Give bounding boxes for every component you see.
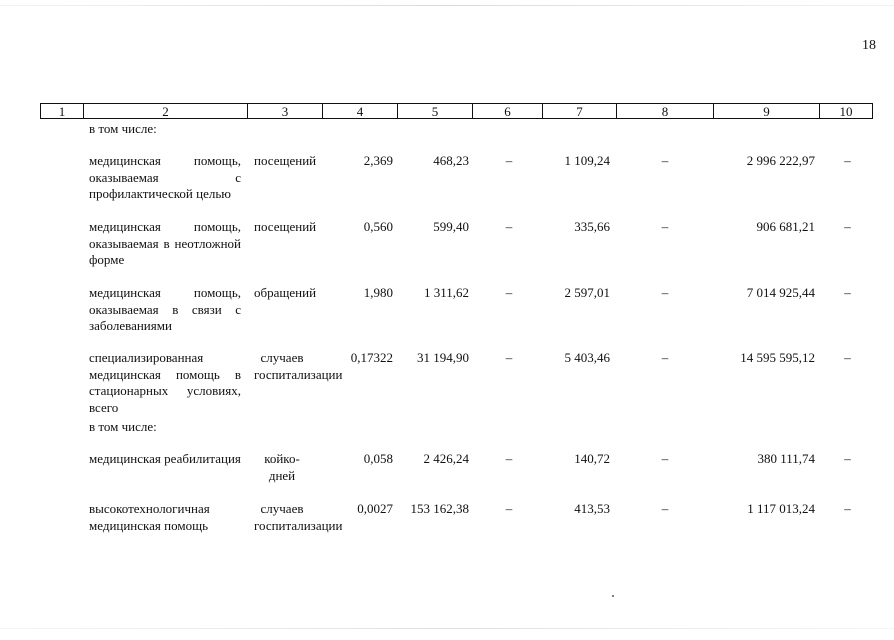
unit: посещений xyxy=(254,219,317,234)
header-cell-4: 4 xyxy=(322,103,398,119)
scan-edge-bottom xyxy=(0,628,894,629)
rate-value: 0,560 xyxy=(363,219,393,234)
unit-cost: 2 426,24 xyxy=(423,451,469,466)
col6-value: – xyxy=(505,219,513,234)
col6-value: – xyxy=(505,153,513,168)
service-name: медицинская реабилитация xyxy=(89,451,241,466)
unit-cost: 1 311,62 xyxy=(423,285,469,300)
service-name: медицинская помощь, оказываемая с профилактической целью xyxy=(89,153,241,201)
header-cell-5: 5 xyxy=(397,103,473,119)
col10-value: – xyxy=(844,219,851,234)
unit-cost: 468,23 xyxy=(433,153,469,168)
rate-value: 1,980 xyxy=(363,285,393,300)
total-value: 2 996 222,97 xyxy=(746,153,815,168)
col8-value: – xyxy=(661,451,669,466)
per-capita-value: 335,66 xyxy=(574,219,610,234)
unit: случаев госпитализации xyxy=(254,350,343,382)
header-cell-8: 8 xyxy=(616,103,714,119)
col8-value: – xyxy=(661,350,669,365)
col6-value: – xyxy=(505,350,513,365)
unit: случаев госпитализации xyxy=(254,501,343,533)
service-name: медицинская помощь, оказываемая в связи с заболеваниями xyxy=(89,285,241,333)
col6-value: – xyxy=(505,501,513,516)
col6-value: – xyxy=(505,451,513,466)
per-capita-value: 140,72 xyxy=(574,451,610,466)
rate-value: 0,058 xyxy=(363,451,393,466)
col6-value: – xyxy=(505,285,513,300)
col8-value: – xyxy=(661,153,669,168)
col10-value: – xyxy=(844,451,851,466)
header-cell-3: 3 xyxy=(247,103,323,119)
unit: посещений xyxy=(254,153,317,168)
unit-cost: 153 162,38 xyxy=(410,501,469,516)
rate-value: 2,369 xyxy=(363,153,393,168)
rate-value: 0,0027 xyxy=(357,501,393,516)
unit: койко-дней xyxy=(264,451,300,483)
unit-cost: 599,40 xyxy=(433,219,469,234)
unit: обращений xyxy=(254,285,317,300)
header-cell-10: 10 xyxy=(819,103,873,119)
header-cell-7: 7 xyxy=(542,103,617,119)
header-cell-6: 6 xyxy=(472,103,543,119)
per-capita-value: 5 403,46 xyxy=(564,350,610,365)
page-number: 18 xyxy=(862,38,876,53)
scan-speck xyxy=(612,595,614,597)
subsection-label: в том числе: xyxy=(89,419,157,434)
col8-value: – xyxy=(661,219,669,234)
header-cell-2: 2 xyxy=(83,103,248,119)
col8-value: – xyxy=(661,501,669,516)
unit-cost: 31 194,90 xyxy=(417,350,469,365)
service-name: высокотехнологичная медицинская помощь xyxy=(89,501,210,533)
total-value: 380 111,74 xyxy=(757,451,815,466)
service-name: специализированная медицинская помощь в стационарных условиях, всего xyxy=(89,350,241,415)
total-value: 14 595 595,12 xyxy=(740,350,815,365)
col10-value: – xyxy=(844,153,851,168)
col10-value: – xyxy=(844,501,851,516)
rate-value: 0,17322 xyxy=(350,350,393,365)
per-capita-value: 413,53 xyxy=(574,501,610,516)
total-value: 7 014 925,44 xyxy=(746,285,815,300)
header-cell-9: 9 xyxy=(713,103,820,119)
total-value: 1 117 013,24 xyxy=(747,501,815,516)
header-cell-1: 1 xyxy=(40,103,84,119)
service-name: медицинская помощь, оказываемая в неотложной форме xyxy=(89,219,241,267)
col10-value: – xyxy=(844,350,851,365)
subsection-label: в том числе: xyxy=(89,121,157,136)
scan-edge-top xyxy=(0,5,894,6)
per-capita-value: 2 597,01 xyxy=(564,285,610,300)
total-value: 906 681,21 xyxy=(756,219,815,234)
col8-value: – xyxy=(661,285,669,300)
per-capita-value: 1 109,24 xyxy=(564,153,610,168)
col10-value: – xyxy=(844,285,851,300)
